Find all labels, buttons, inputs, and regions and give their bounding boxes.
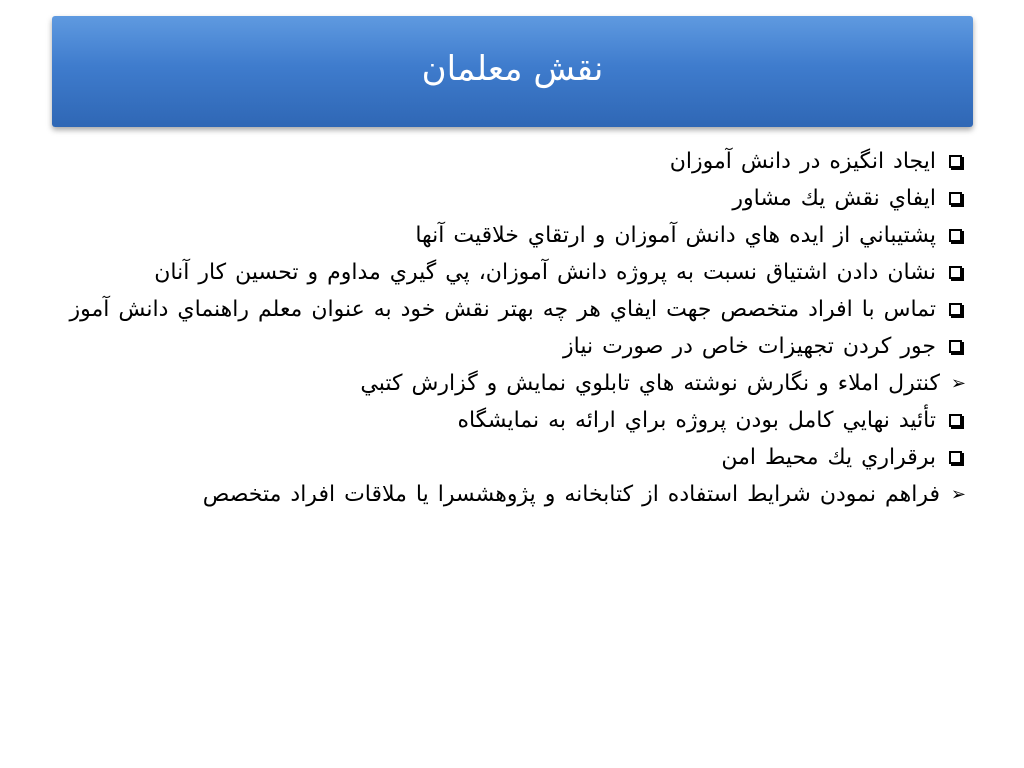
checkbox-icon bbox=[940, 148, 962, 175]
list-item-text: كنترل املاء و نگارش نوشته هاي تابلوي نمايش و گزارش كتبي bbox=[360, 371, 940, 396]
arrow-icon: ➢ bbox=[950, 373, 966, 394]
checkbox-icon bbox=[940, 333, 962, 360]
list-item-text: نشان دادن اشتياق نسبت به پروژه دانش آموزان، پي گيري مداوم و تحسين كار آنان bbox=[154, 260, 936, 285]
list-item bbox=[22, 481, 966, 508]
list-item bbox=[22, 444, 962, 471]
list-item-text: پشتيباني از ايده هاي دانش آموزان و ارتقاي خلاقيت آنها bbox=[415, 223, 936, 248]
list-item bbox=[22, 407, 962, 434]
list-item bbox=[22, 370, 966, 397]
checkbox-icon bbox=[940, 296, 962, 323]
list-item-text: ايجاد انگيزه در دانش آموزان bbox=[669, 149, 936, 174]
checkbox-icon bbox=[940, 259, 962, 286]
list-item bbox=[22, 222, 962, 249]
list-item bbox=[22, 185, 962, 212]
title-bar bbox=[52, 16, 973, 127]
slide-title: نقش معلمان bbox=[421, 48, 604, 89]
list-item-text: ايفاي نقش يك مشاور bbox=[732, 186, 936, 211]
bullet-list bbox=[22, 148, 966, 518]
list-item bbox=[22, 148, 962, 175]
list-item bbox=[22, 296, 962, 323]
arrow-icon: ➢ bbox=[950, 484, 966, 505]
checkbox-icon bbox=[940, 185, 962, 212]
list-item-text: تأئيد نهايي كامل بودن پروژه براي ارائه به نمايشگاه bbox=[457, 408, 936, 433]
list-item-text: تماس با افراد متخصص جهت ايفاي هر چه بهتر نقش خود به عنوان معلم راهنماي دانش آموز bbox=[69, 297, 936, 322]
list-item-text: فراهم نمودن شرايط استفاده از كتابخانه و پژوهشسرا يا ملاقات افراد متخصص bbox=[202, 482, 940, 507]
list-item-text: برقراري يك محيط امن bbox=[721, 445, 936, 470]
checkbox-icon bbox=[940, 407, 962, 434]
list-item-text: جور كردن تجهيزات خاص در صورت نياز bbox=[563, 334, 936, 359]
list-item bbox=[22, 259, 962, 286]
checkbox-icon bbox=[940, 222, 962, 249]
checkbox-icon bbox=[940, 444, 962, 471]
list-item bbox=[22, 333, 962, 360]
